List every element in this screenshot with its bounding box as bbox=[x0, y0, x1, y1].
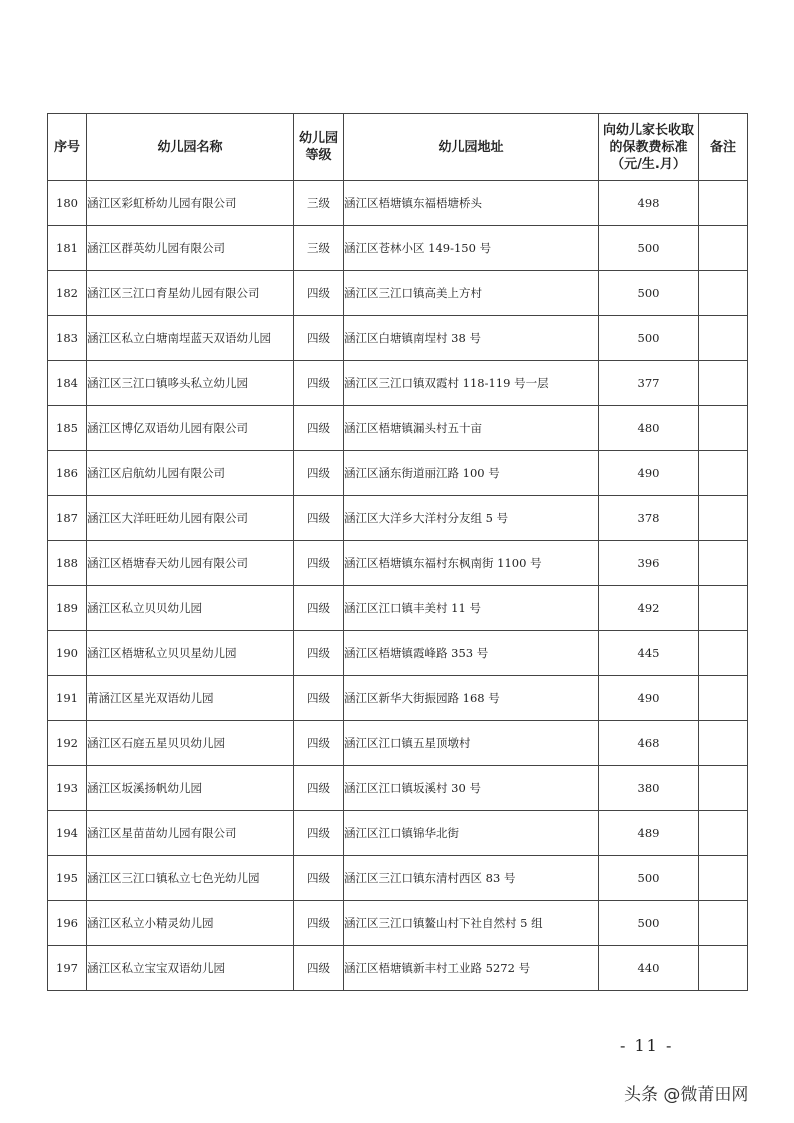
cell-name: 涵江区私立贝贝幼儿园 bbox=[87, 586, 294, 631]
cell-name: 涵江区石庭五星贝贝幼儿园 bbox=[87, 721, 294, 766]
cell-address: 涵江区苍林小区 149-150 号 bbox=[344, 226, 599, 271]
cell-level: 三级 bbox=[294, 181, 344, 226]
cell-remark bbox=[699, 496, 748, 541]
cell-remark bbox=[699, 856, 748, 901]
cell-level: 四级 bbox=[294, 586, 344, 631]
cell-level: 四级 bbox=[294, 496, 344, 541]
cell-no: 190 bbox=[48, 631, 87, 676]
cell-no: 189 bbox=[48, 586, 87, 631]
cell-remark bbox=[699, 631, 748, 676]
cell-remark bbox=[699, 811, 748, 856]
cell-name: 涵江区大洋旺旺幼儿园有限公司 bbox=[87, 496, 294, 541]
cell-remark bbox=[699, 901, 748, 946]
cell-fee: 380 bbox=[599, 766, 699, 811]
watermark: 头条 @微莆田网 bbox=[624, 1085, 749, 1105]
cell-remark bbox=[699, 181, 748, 226]
cell-level: 四级 bbox=[294, 406, 344, 451]
cell-name: 涵江区启航幼儿园有限公司 bbox=[87, 451, 294, 496]
cell-fee: 468 bbox=[599, 721, 699, 766]
page-number: - 11 - bbox=[620, 1036, 674, 1055]
cell-level: 四级 bbox=[294, 721, 344, 766]
cell-fee: 500 bbox=[599, 271, 699, 316]
cell-fee: 440 bbox=[599, 946, 699, 991]
cell-fee: 500 bbox=[599, 901, 699, 946]
cell-address: 涵江区大洋乡大洋村分友组 5 号 bbox=[344, 496, 599, 541]
cell-name: 涵江区博亿双语幼儿园有限公司 bbox=[87, 406, 294, 451]
cell-level: 四级 bbox=[294, 811, 344, 856]
table-row bbox=[48, 451, 748, 496]
cell-fee: 498 bbox=[599, 181, 699, 226]
cell-name: 涵江区三江口镇私立七色光幼儿园 bbox=[87, 856, 294, 901]
cell-address: 涵江区梧塘镇东福村东枫南街 1100 号 bbox=[344, 541, 599, 586]
cell-fee: 396 bbox=[599, 541, 699, 586]
cell-name: 涵江区三江口育星幼儿园有限公司 bbox=[87, 271, 294, 316]
table-row bbox=[48, 181, 748, 226]
table-row bbox=[48, 406, 748, 451]
cell-no: 182 bbox=[48, 271, 87, 316]
cell-fee: 490 bbox=[599, 676, 699, 721]
table-row bbox=[48, 631, 748, 676]
cell-no: 196 bbox=[48, 901, 87, 946]
cell-name: 莆涵江区星光双语幼儿园 bbox=[87, 676, 294, 721]
cell-remark bbox=[699, 586, 748, 631]
cell-address: 涵江区江口镇丰美村 11 号 bbox=[344, 586, 599, 631]
table-row bbox=[48, 946, 748, 991]
cell-name: 涵江区梧塘私立贝贝星幼儿园 bbox=[87, 631, 294, 676]
table-row bbox=[48, 586, 748, 631]
table-row bbox=[48, 271, 748, 316]
header-fee: 向幼儿家长收取的保教费标准（元/生.月） bbox=[599, 114, 699, 181]
cell-level: 四级 bbox=[294, 316, 344, 361]
cell-address: 涵江区白塘镇南埕村 38 号 bbox=[344, 316, 599, 361]
cell-name: 涵江区彩虹桥幼儿园有限公司 bbox=[87, 181, 294, 226]
cell-no: 186 bbox=[48, 451, 87, 496]
cell-no: 192 bbox=[48, 721, 87, 766]
cell-address: 涵江区新华大街振园路 168 号 bbox=[344, 676, 599, 721]
cell-fee: 500 bbox=[599, 856, 699, 901]
cell-no: 188 bbox=[48, 541, 87, 586]
cell-fee: 500 bbox=[599, 226, 699, 271]
cell-remark bbox=[699, 226, 748, 271]
cell-level: 四级 bbox=[294, 676, 344, 721]
cell-name: 涵江区梧塘春天幼儿园有限公司 bbox=[87, 541, 294, 586]
cell-address: 涵江区江口镇五星顶墩村 bbox=[344, 721, 599, 766]
cell-address: 涵江区梧塘镇新丰村工业路 5272 号 bbox=[344, 946, 599, 991]
cell-level: 四级 bbox=[294, 631, 344, 676]
table-row bbox=[48, 856, 748, 901]
cell-address: 涵江区梧塘镇东福梧塘桥头 bbox=[344, 181, 599, 226]
cell-remark bbox=[699, 271, 748, 316]
table-row bbox=[48, 316, 748, 361]
cell-fee: 490 bbox=[599, 451, 699, 496]
cell-name: 涵江区三江口镇哆头私立幼儿园 bbox=[87, 361, 294, 406]
cell-remark bbox=[699, 541, 748, 586]
header-address: 幼儿园地址 bbox=[344, 114, 599, 181]
table-header-row bbox=[48, 114, 748, 181]
table-row bbox=[48, 541, 748, 586]
cell-level: 四级 bbox=[294, 766, 344, 811]
cell-address: 涵江区三江口镇高美上方村 bbox=[344, 271, 599, 316]
cell-fee: 480 bbox=[599, 406, 699, 451]
cell-name: 涵江区群英幼儿园有限公司 bbox=[87, 226, 294, 271]
cell-no: 197 bbox=[48, 946, 87, 991]
cell-name: 涵江区私立小精灵幼儿园 bbox=[87, 901, 294, 946]
header-name: 幼儿园名称 bbox=[87, 114, 294, 181]
cell-no: 193 bbox=[48, 766, 87, 811]
cell-no: 191 bbox=[48, 676, 87, 721]
cell-remark bbox=[699, 721, 748, 766]
table-row bbox=[48, 361, 748, 406]
cell-level: 四级 bbox=[294, 856, 344, 901]
table-row bbox=[48, 226, 748, 271]
cell-name: 涵江区私立白塘南埕蓝天双语幼儿园 bbox=[87, 316, 294, 361]
cell-address: 涵江区梧塘镇霞峰路 353 号 bbox=[344, 631, 599, 676]
cell-level: 四级 bbox=[294, 541, 344, 586]
cell-address: 涵江区三江口镇双霞村 118-119 号一层 bbox=[344, 361, 599, 406]
cell-no: 184 bbox=[48, 361, 87, 406]
table-row bbox=[48, 766, 748, 811]
header-remark: 备注 bbox=[699, 114, 748, 181]
cell-fee: 489 bbox=[599, 811, 699, 856]
cell-fee: 378 bbox=[599, 496, 699, 541]
cell-no: 185 bbox=[48, 406, 87, 451]
cell-no: 187 bbox=[48, 496, 87, 541]
cell-address: 涵江区三江口镇鳌山村下社自然村 5 组 bbox=[344, 901, 599, 946]
cell-name: 涵江区坂溪扬帆幼儿园 bbox=[87, 766, 294, 811]
table-row bbox=[48, 901, 748, 946]
cell-level: 四级 bbox=[294, 451, 344, 496]
cell-fee: 500 bbox=[599, 316, 699, 361]
cell-no: 194 bbox=[48, 811, 87, 856]
table-row bbox=[48, 721, 748, 766]
cell-address: 涵江区梧塘镇漏头村五十亩 bbox=[344, 406, 599, 451]
cell-address: 涵江区江口镇锦华北街 bbox=[344, 811, 599, 856]
cell-remark bbox=[699, 451, 748, 496]
cell-no: 195 bbox=[48, 856, 87, 901]
cell-address: 涵江区三江口镇东清村西区 83 号 bbox=[344, 856, 599, 901]
cell-name: 涵江区私立宝宝双语幼儿园 bbox=[87, 946, 294, 991]
cell-level: 四级 bbox=[294, 946, 344, 991]
cell-address: 涵江区涵东街道丽江路 100 号 bbox=[344, 451, 599, 496]
cell-address: 涵江区江口镇坂溪村 30 号 bbox=[344, 766, 599, 811]
cell-no: 183 bbox=[48, 316, 87, 361]
header-level: 幼儿园等级 bbox=[294, 114, 344, 181]
cell-fee: 445 bbox=[599, 631, 699, 676]
cell-remark bbox=[699, 361, 748, 406]
cell-no: 181 bbox=[48, 226, 87, 271]
cell-level: 四级 bbox=[294, 361, 344, 406]
cell-remark bbox=[699, 676, 748, 721]
cell-level: 四级 bbox=[294, 901, 344, 946]
cell-no: 180 bbox=[48, 181, 87, 226]
table-row bbox=[48, 811, 748, 856]
cell-remark bbox=[699, 946, 748, 991]
header-no: 序号 bbox=[48, 114, 87, 181]
table-row bbox=[48, 496, 748, 541]
cell-remark bbox=[699, 316, 748, 361]
cell-name: 涵江区星苗苗幼儿园有限公司 bbox=[87, 811, 294, 856]
cell-level: 三级 bbox=[294, 226, 344, 271]
cell-fee: 377 bbox=[599, 361, 699, 406]
cell-fee: 492 bbox=[599, 586, 699, 631]
table-row bbox=[48, 676, 748, 721]
cell-remark bbox=[699, 766, 748, 811]
cell-level: 四级 bbox=[294, 271, 344, 316]
cell-remark bbox=[699, 406, 748, 451]
kindergarten-fee-table bbox=[47, 113, 748, 991]
